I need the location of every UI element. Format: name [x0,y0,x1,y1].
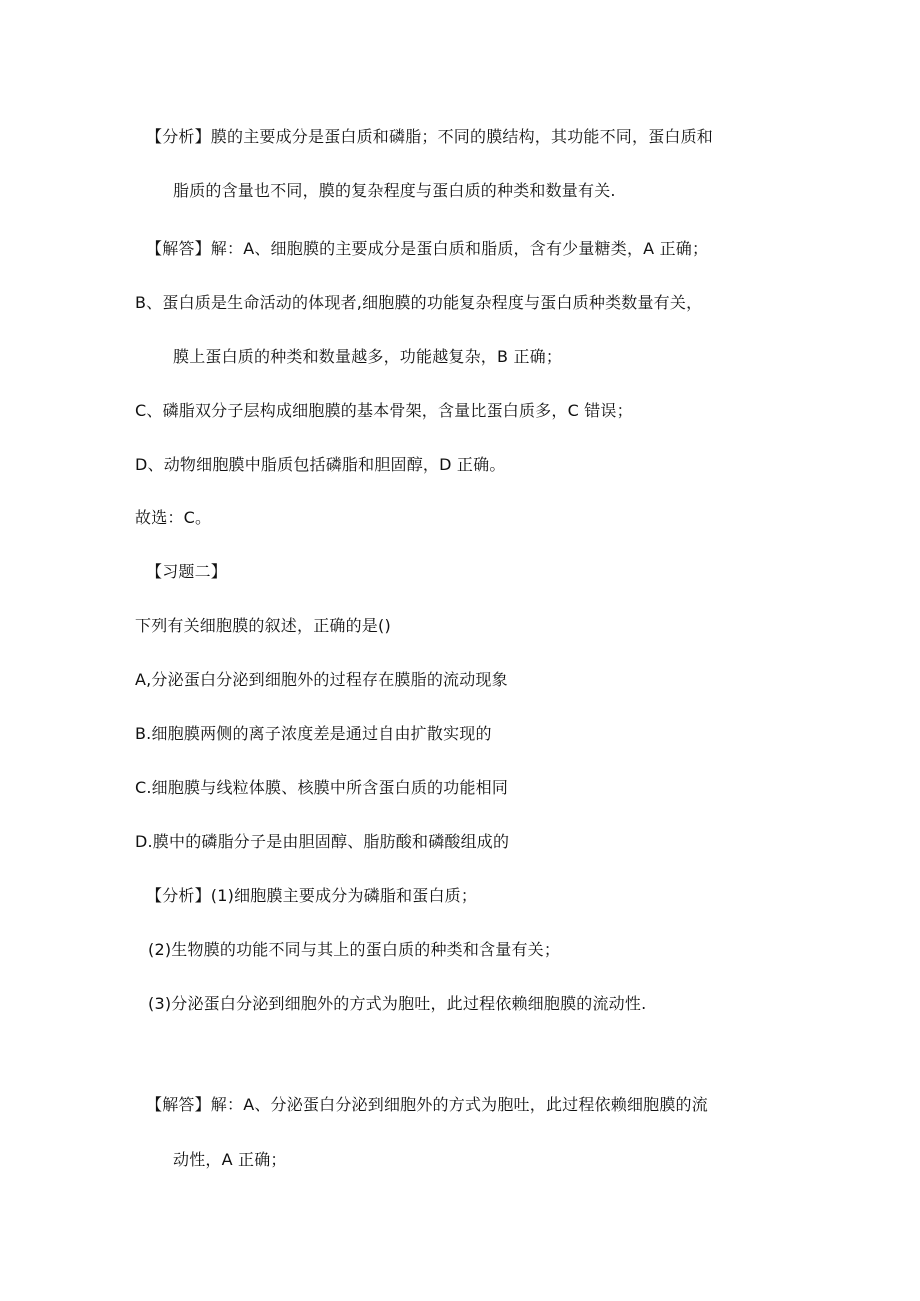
answer-1-line-b-cont: 膜上蛋白质的种类和数量越多，功能越复杂，B 正确； [173,347,563,366]
exercise-2-option-b: B.细胞膜两侧的离子浓度差是通过自由扩散实现的 [135,724,492,743]
analysis-1-line-2: 脂质的含量也不同，膜的复杂程度与蛋白质的种类和数量有关. [173,181,616,200]
answer-1-line-d: D、动物细胞膜中脂质包括磷脂和胆固醇，D 正确。 [135,455,506,474]
answer-1-line-c: C、磷脂双分子层构成细胞膜的基本骨架，含量比蛋白质多，C 错误； [135,401,633,420]
analysis-1-line-1: 【分析】膜的主要成分是蛋白质和磷脂；不同的膜结构，其功能不同，蛋白质和 [146,127,714,146]
analysis-2-line-2: (2)生物膜的功能不同与其上的蛋白质的种类和含量有关； [148,940,561,959]
analysis-2-line-1: 【分析】(1)细胞膜主要成分为磷脂和蛋白质； [146,886,478,905]
answer-1-line-b: B、蛋白质是生命活动的体现者,细胞膜的功能复杂程度与蛋白质种类数量有关， [135,293,703,312]
exercise-2-heading: 【习题二】 [146,562,228,581]
exercise-2-option-c: C.细胞膜与线粒体膜、核膜中所含蛋白质的功能相同 [135,778,509,797]
answer-2-line-1: 【解答】解：A、分泌蛋白分泌到细胞外的方式为胞吐，此过程依赖细胞膜的流 [146,1095,708,1114]
exercise-2-option-a: A,分泌蛋白分泌到细胞外的过程存在膜脂的流动现象 [135,670,508,689]
answer-1-line-1: 【解答】解：A、细胞膜的主要成分是蛋白质和脂质，含有少量糖类，A 正确； [146,239,709,258]
exercise-2-option-d: D.膜中的磷脂分子是由胆固醇、脂肪酸和磷酸组成的 [135,832,510,851]
exercise-2-question: 下列有关细胞膜的叙述，正确的是() [135,616,391,635]
answer-1-choice: 故选：C。 [135,508,212,527]
answer-2-line-2: 动性，A 正确； [173,1150,287,1169]
analysis-2-line-3: (3)分泌蛋白分泌到细胞外的方式为胞吐，此过程依赖细胞膜的流动性. [148,994,647,1013]
